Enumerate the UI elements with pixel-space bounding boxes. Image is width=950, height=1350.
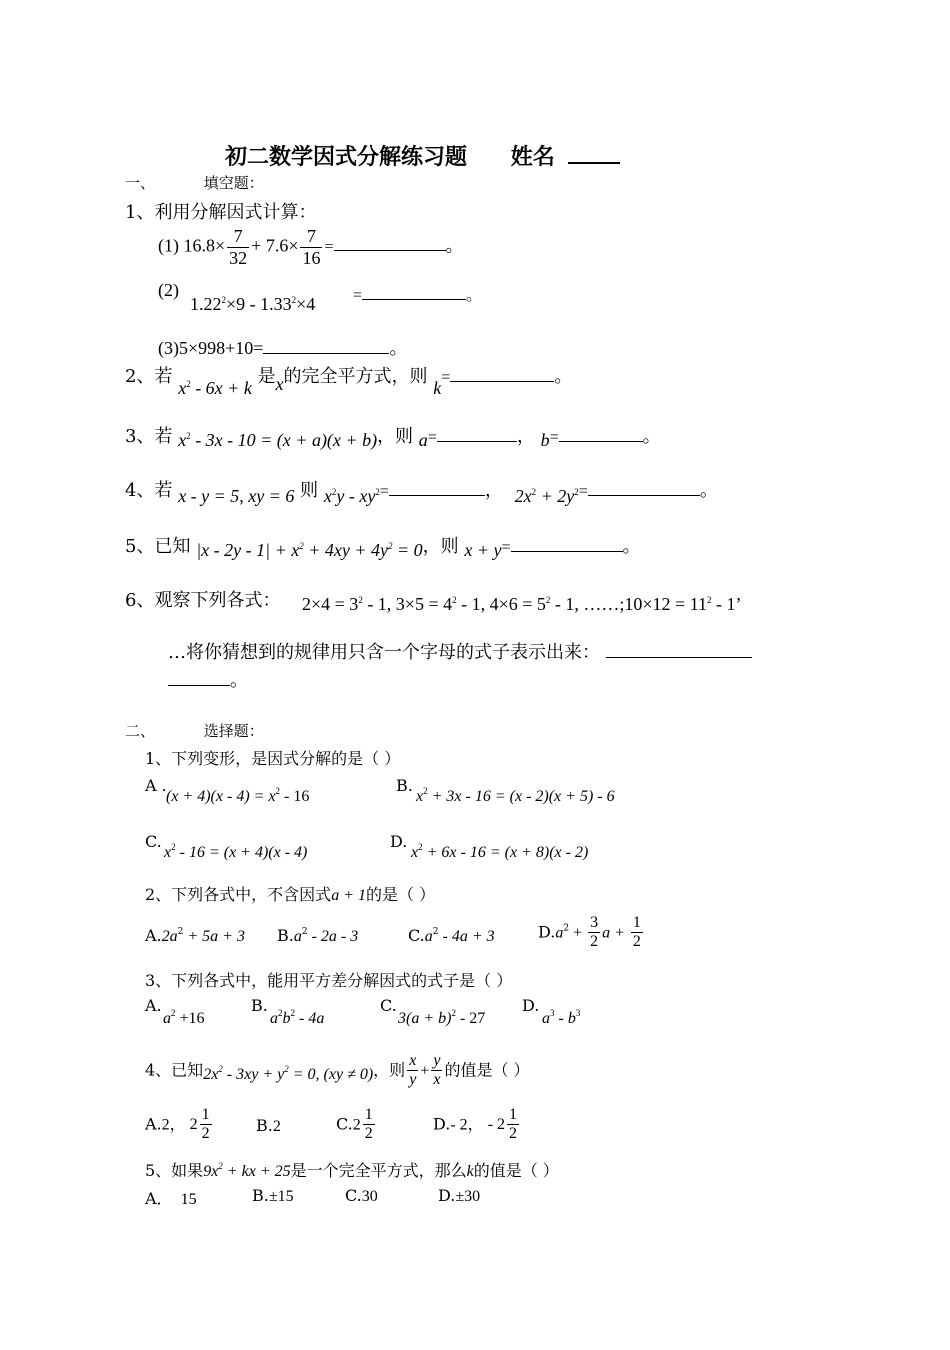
answer-blank[interactable] [263,352,389,354]
s1-q1-part2-answer: = 。 [353,287,483,304]
answer-blank[interactable] [511,550,623,552]
s2-q1-option-c-label[interactable]: C. [145,832,162,851]
s2-q5-option-c[interactable]: C.30 [345,1186,378,1205]
s1-q4: 4、若 x - y = 5, xy = 6 则 $x^2y - xy^2=$ ， $2x^2 + 2y^2=$ 。 [125,480,718,506]
s2-q1-option-d-label[interactable]: D. [390,832,408,851]
s1-q1-part2: $1.22^2\times 9 - 1.33^2\times 4$ [190,294,316,314]
s2-q3-option-b[interactable]: $a^2b^2 - 4a$ [270,1008,325,1027]
section2-heading [125,720,264,741]
s2-q3-option-d[interactable]: $a^3 - b^3$ [542,1008,581,1027]
section1-number: 一、 [125,174,156,192]
s2-q3-option-c-label[interactable]: C. [380,996,397,1015]
answer-blank[interactable] [168,684,230,686]
section1-heading [125,172,264,193]
s2-q5-option-d[interactable]: D.±30 [438,1186,481,1205]
s2-q3-option-d-label[interactable]: D. [522,996,540,1015]
s2-q5-option-b[interactable]: B.±15 [252,1186,294,1205]
s2-q2-option-d[interactable]: $D.a^2$ + $\frac{3}{2}$ a + $\frac{1}{2}$ [538,914,641,951]
s2-q3-option-c[interactable]: $3(a + b)^2 - 27$ [398,1008,486,1027]
s2-q1-stem: 1、下列变形，是因式分解的是（ ） [145,749,401,768]
answer-blank[interactable] [606,656,752,658]
answer-blank[interactable] [450,380,554,382]
answer-blank[interactable] [588,494,700,496]
s1-q5: 5、已知 $|x - 2y - 1| + x^2 + 4xy + 4y^2 = 0$，则 x + y= 。 [125,536,641,560]
s1-q6-line3: 。 [168,666,248,692]
s1-q1-part3: (3)5×998+10= 。 [158,338,408,358]
s2-q2-option-c[interactable]: $C.a^2 - 4a + 3$ [408,926,495,945]
s1-q1-stem: 1、利用分解因式计算： [125,202,317,223]
s2-q1-option-b-label[interactable]: B. [396,776,413,795]
page-title [225,140,620,171]
s2-q2-stem: 2、下列各式中，不含因式a + 1的是（ ） [145,885,436,904]
s1-q1-part1: (1) 16.8× $\frac{7}{32}$ + 7.6× $\frac{7}{16}$ = 。 [158,226,464,268]
s2-q3-option-a-label[interactable]: A. [145,996,162,1015]
s2-q3-option-a[interactable]: $a^2 +16$ [163,1008,205,1027]
name-label: 姓名 [510,145,555,170]
s2-q1-option-b[interactable]: $x^2 + 3x - 16 = (x - 2)(x + 5) - 6$ [416,786,615,805]
s2-q1-option-d[interactable]: $x^2 + 6x - 16 = (x + 8)(x - 2)$ [411,842,589,861]
s2-q4-option-d[interactable]: D.- 2， - 2 $\frac{1}{2}$ [433,1106,518,1143]
name-blank[interactable] [568,161,620,164]
s2-q3-stem: 3、下列各式中，能用平方差分解因式的式子是（ ） [145,971,513,990]
s2-q5-stem: 5、如果$9x^2$ + kx + 25是一个完全平方式，那么k的值是（ ） [145,1161,559,1180]
answer-blank[interactable] [334,249,446,251]
s2-q2-option-b[interactable]: $B.a^2 - 2a - 3$ [277,926,359,945]
answer-blank[interactable] [389,494,485,496]
s1-q1-part2-label: (2) [158,280,179,300]
s2-q1-option-a-label[interactable]: A . [145,776,167,795]
s2-q4-option-b[interactable]: B.2 [256,1116,281,1135]
section1-label: 填空题： [203,174,264,192]
s2-q3-option-b-label[interactable]: B. [251,996,268,1015]
s2-q2-option-a[interactable]: $A.2a^2 + 5a + 3$ [145,926,245,945]
s1-q6-line2: …将你猜想到的规律用只含一个字母的式子表示出来： [168,638,752,664]
s2-q1-option-c[interactable]: $x^2 - 16 = (x + 4)(x - 4)$ [164,842,308,861]
section2-number: 二、 [125,722,156,740]
s2-q4-option-c[interactable]: C.2 $\frac{1}{2}$ [336,1106,373,1143]
answer-blank[interactable] [437,440,517,442]
answer-blank[interactable] [559,440,643,442]
title-text: 初二数学因式分解练习题 [225,145,468,170]
s1-q2: 2、若 $x^2 - 6x + k$ 是x的完全平方式，则 k= 。 [125,366,573,398]
section2-label: 选择题： [203,722,264,740]
answer-blank[interactable] [362,298,466,300]
s2-q5-option-a[interactable]: A． 15 [145,1189,197,1208]
s1-q6: 6、观察下列各式： [125,590,281,611]
s1-q3: 3、若 $x^2 - 3x - 10 = (x + a)(x + b)$，则 a= ， b= 。 [125,426,661,450]
s2-q4-stem: 4、已知$2x^2 - 3xy + y^2 = 0$, (xy ≠ 0)，则 $\frac{x}{y}$ + $\frac{y}{x}$ 的值是（ ） [145,1052,530,1089]
s2-q1-option-a[interactable]: $(x + 4)(x - 4) = x^2 - 16$ [166,786,310,805]
s2-q4-option-a[interactable]: A.2， 2 $\frac{1}{2}$ [145,1106,210,1143]
s1-q6-expr: $2\times 4 = 3^2 - 1$, $3\times 5 = 4^2 - 1$, $4\times 6 = 5^2 - 1$, ……;10×12 = $11^2 - 1$’ [302,594,742,614]
